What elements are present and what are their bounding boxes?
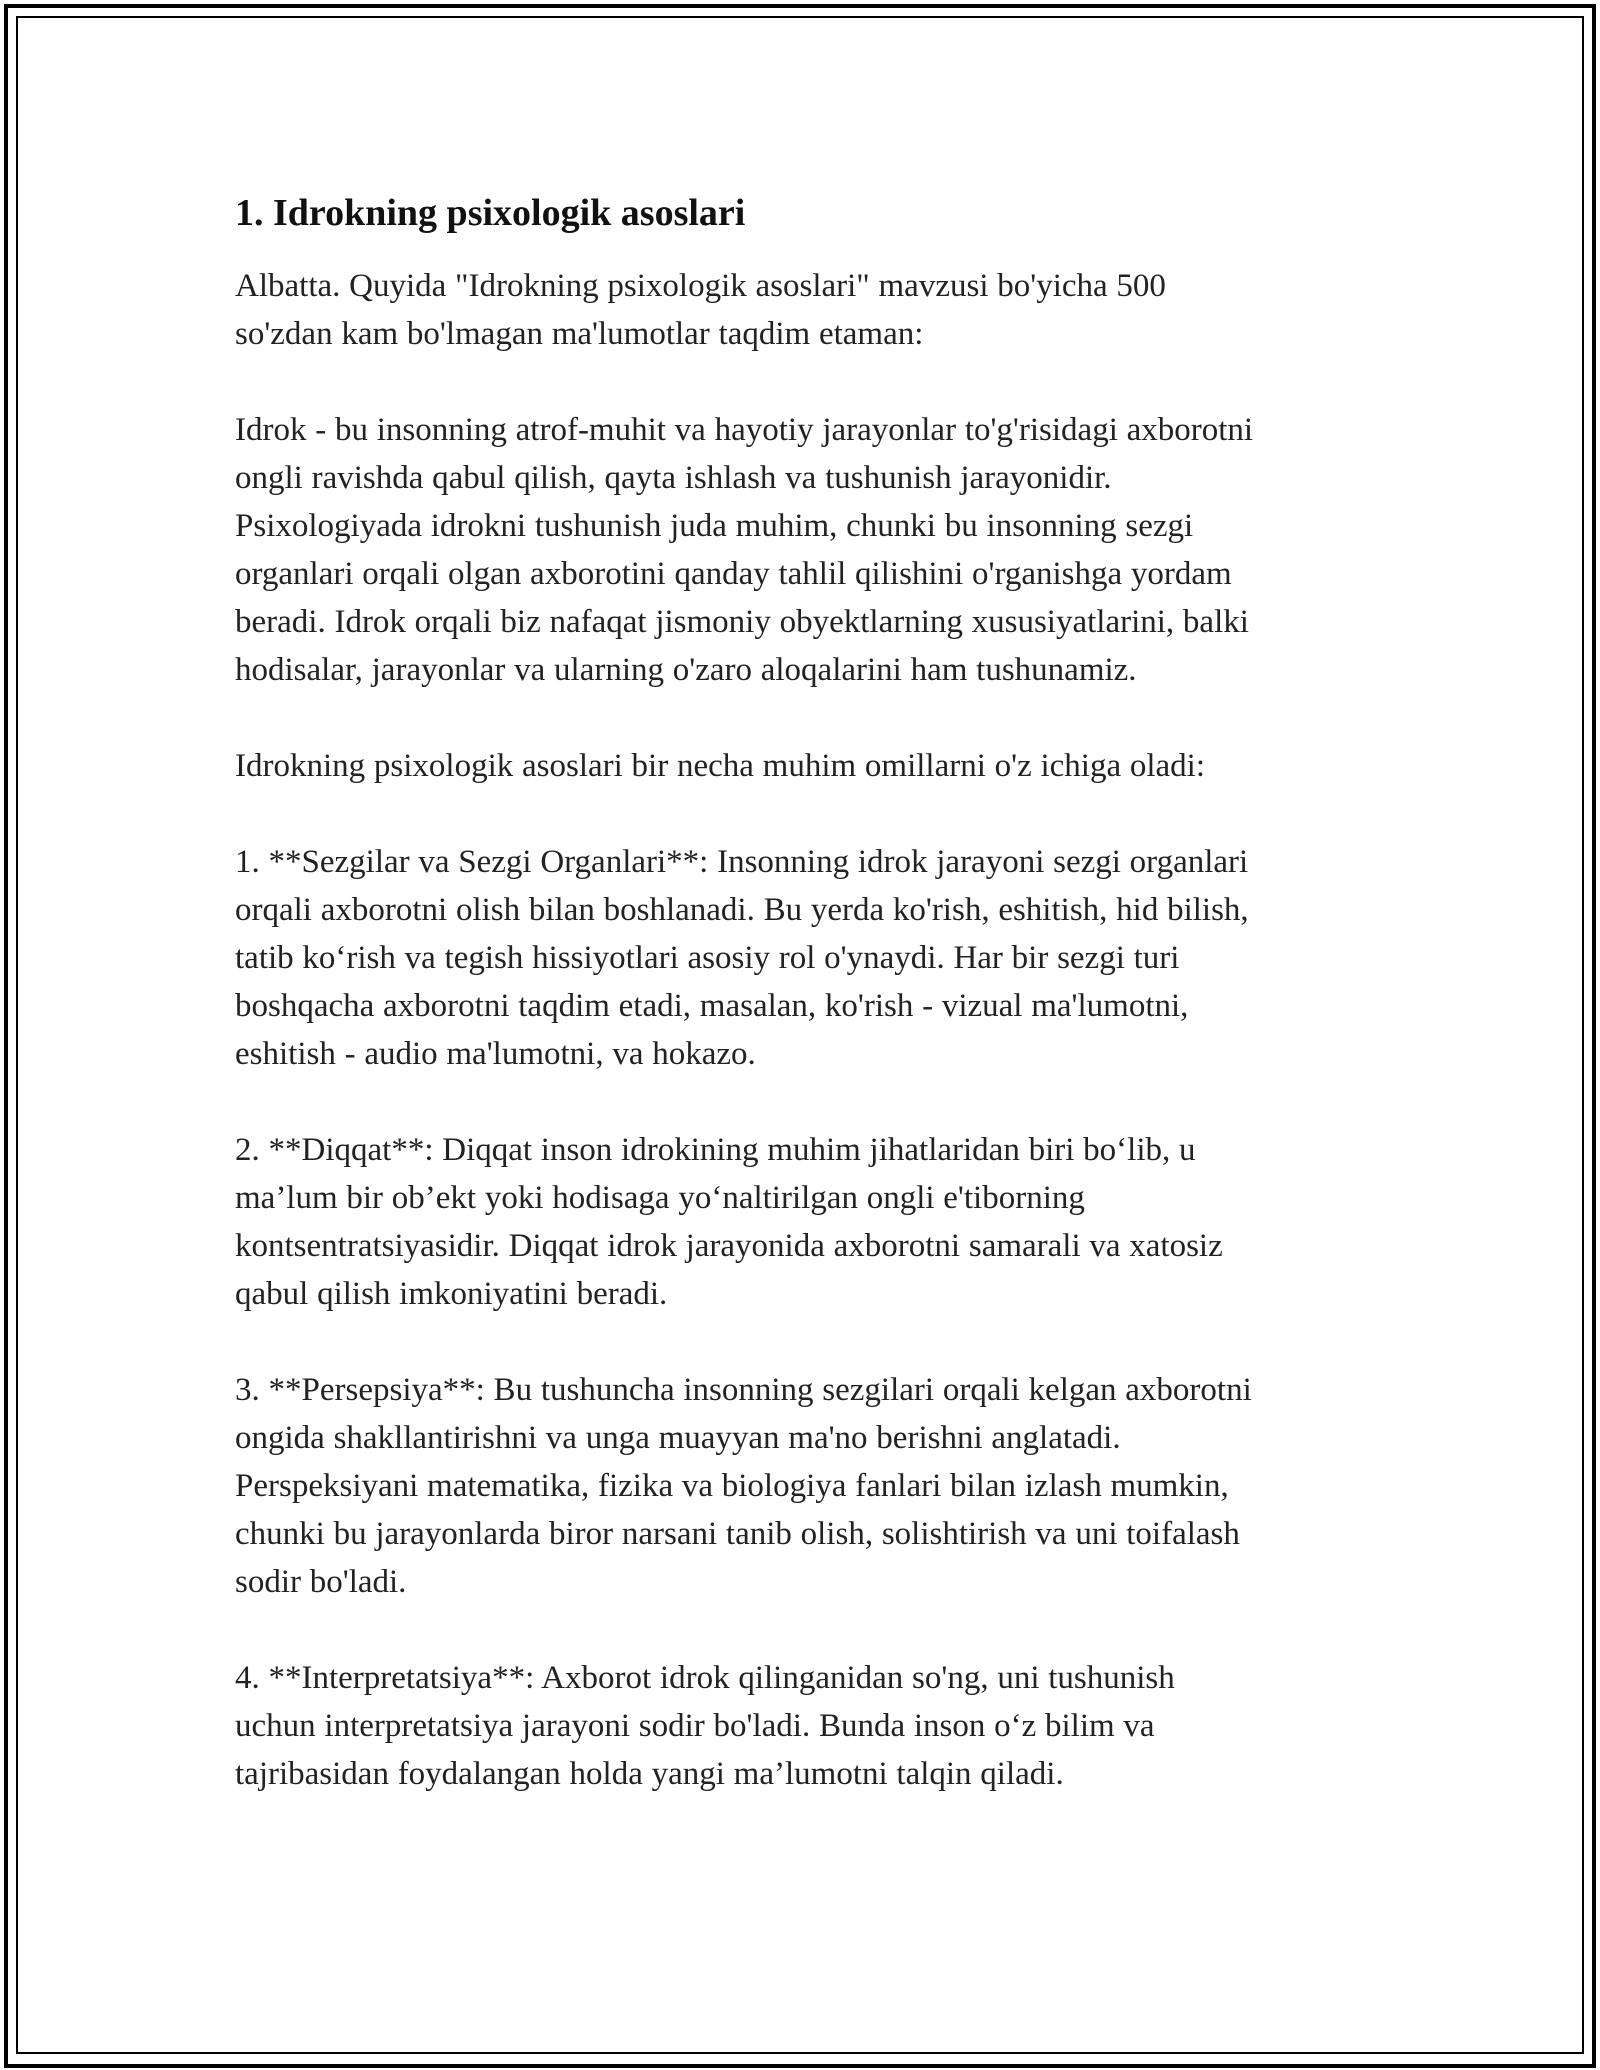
list-item-interpretation: 4. **Interpretatsiya**: Axborot idrok qilinganidan so'ng, uni tushunish uchun interpretatsiya jarayoni sodir bo'ladi. Bunda inson o‘z bilim va tajribasidan foydalangan holda yangi ma’lumotni talqin qiladi. (235, 1660, 1175, 1792)
definition-paragraph: Idrok - bu insonning atrof-muhit va hayotiy jarayonlar to'g'risidagi axborotni ongli ravishda qabul qilish, qayta ishlash va tushunish jarayonidir. Psixologiyada idrokni tushunish juda muhim, chunki bu insonning sezgi organlari orqali olgan axborotini qanday tahlil qilishini o'rganishga yordam beradi. Idrok orqali biz nafaqat jismoniy obyektlarning xususiyatlarini, balki hodisalar, jarayonlar va ularning o'zaro aloqalarini ham tushunamiz. (235, 412, 1254, 688)
list-item-attention: 2. **Diqqat**: Diqqat inson idrokining muhim jihatlaridan biri bo‘lib, u ma’lum bir ob’ekt yoki hodisaga yo‘naltirilgan ongli e'tiborning kontsentratsiyasidir. Diqqat idrok jarayonida axborotni samarali va xatosiz qabul qilish imkoniyatini beradi. (235, 1132, 1223, 1312)
factors-lead-paragraph: Idrokning psixologik asoslari bir necha muhim omillarni o'z ichiga oladi: (235, 748, 1206, 784)
list-item-sensations: 1. **Sezgilar va Sezgi Organlari**: Insonning idrok jarayoni sezgi organlari orqali axborotni olish bilan boshlanadi. Bu yerda ko'rish, eshitish, hid bilish, tatib ko‘rish va tegish hissiyotlari asosiy rol o'ynaydi. Har bir sezgi turi boshqacha axborotni taqdim etadi, masalan, ko'rish - vizual ma'lumotni, eshitish - audio ma'lumotni, va hokazo. (235, 844, 1249, 1072)
list-item-perception: 3. **Persepsiya**: Bu tushuncha insonning sezgilari orqali kelgan axborotni ongida shakllantirishni va unga muayyan ma'no berishni anglatadi. Perspeksiyani matematika, fizika va biologiya fanlari bilan izlash mumkin, chunki bu jarayonlarda biror narsani tanib olish, solishtirish va uni toifalash sodir bo'ladi. (235, 1372, 1252, 1600)
document-body (235, 186, 1380, 1846)
intro-paragraph: Albatta. Quyida "Idrokning psixologik asoslari" mavzusi bo'yicha 500 so'zdan kam bo'lmagan ma'lumotlar taqdim etaman: (235, 268, 1166, 352)
document-title: 1. Idrokning psixologik asoslari (235, 192, 746, 234)
